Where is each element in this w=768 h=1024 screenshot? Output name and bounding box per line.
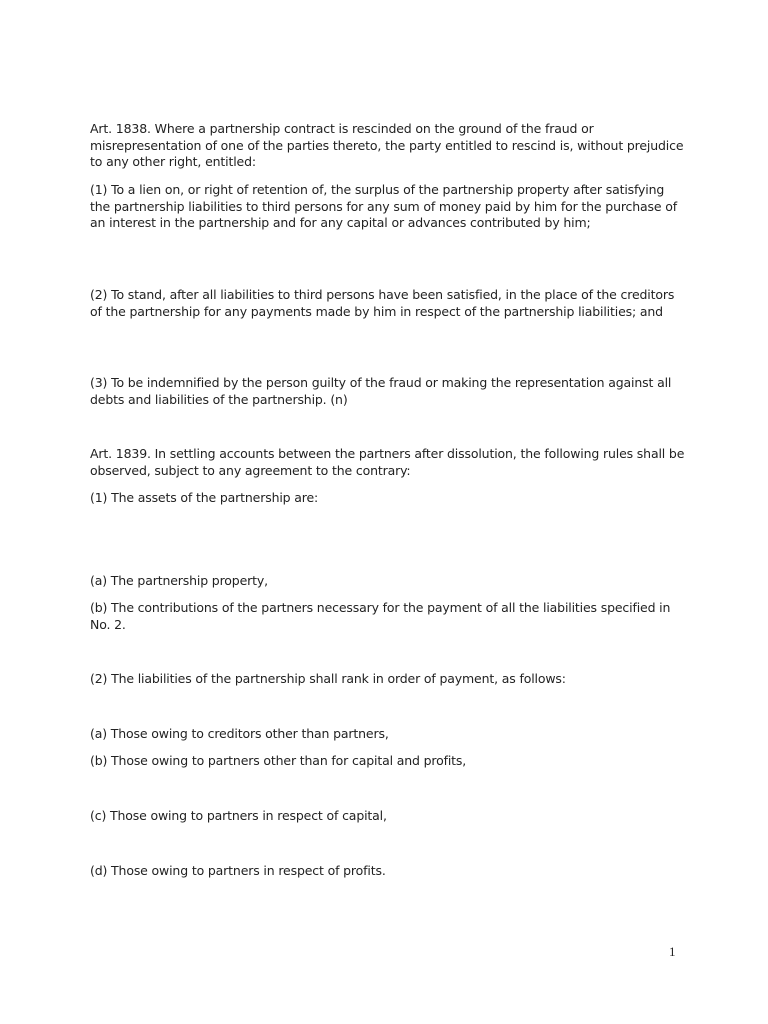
paragraph-1839-item-2d: (d) Those owing to partners in respect of profits. — [90, 863, 386, 878]
paragraph-1839-item-1a: (a) The partnership property, — [90, 573, 268, 588]
paragraph-1839-item-2: (2) The liabilities of the partnership shall rank in order of payment, as follows: — [90, 671, 566, 686]
paragraph-1839-item-1b: (b) The contributions of the partners necessary for the payment of all the liabilities specified in No. 2. — [90, 600, 671, 632]
paragraph-1839-item-2a: (a) Those owing to creditors other than partners, — [90, 726, 389, 741]
paragraph-1838-item-3: (3) To be indemnified by the person guilty of the fraud or making the representation against all debts and liabilities of the partnership. (n) — [90, 375, 672, 407]
paragraph-1839-item-2c: (c) Those owing to partners in respect of capital, — [90, 808, 387, 823]
paragraph-1838-item-1: (1) To a lien on, or right of retention of, the surplus of the partnership property after satisfying the partnership liabilities to third persons for any sum of money paid by him for the purchase of an interest in the partnership and for any capital or advances contributed by him; — [90, 182, 678, 230]
paragraph-art-1839: Art. 1839. In settling accounts between the partners after dissolution, the following rules shall be observed, subject to any agreement to the contrary: — [90, 446, 685, 478]
page-number: 1 — [669, 944, 676, 959]
paragraph-art-1838: Art. 1838. Where a partnership contract is rescinded on the ground of the fraud or misrepresentation of one of the parties thereto, the party entitled to rescind is, without prejudice to any other right, entitled: — [90, 121, 684, 169]
paragraph-1838-item-2: (2) To stand, after all liabilities to third persons have been satisfied, in the place of the creditors of the partnership for any payments made by him in respect of the partnership liabilities; and — [90, 287, 675, 319]
paragraph-1839-item-2b: (b) Those owing to partners other than for capital and profits, — [90, 753, 467, 768]
paragraph-1839-item-1: (1) The assets of the partnership are: — [90, 490, 319, 505]
